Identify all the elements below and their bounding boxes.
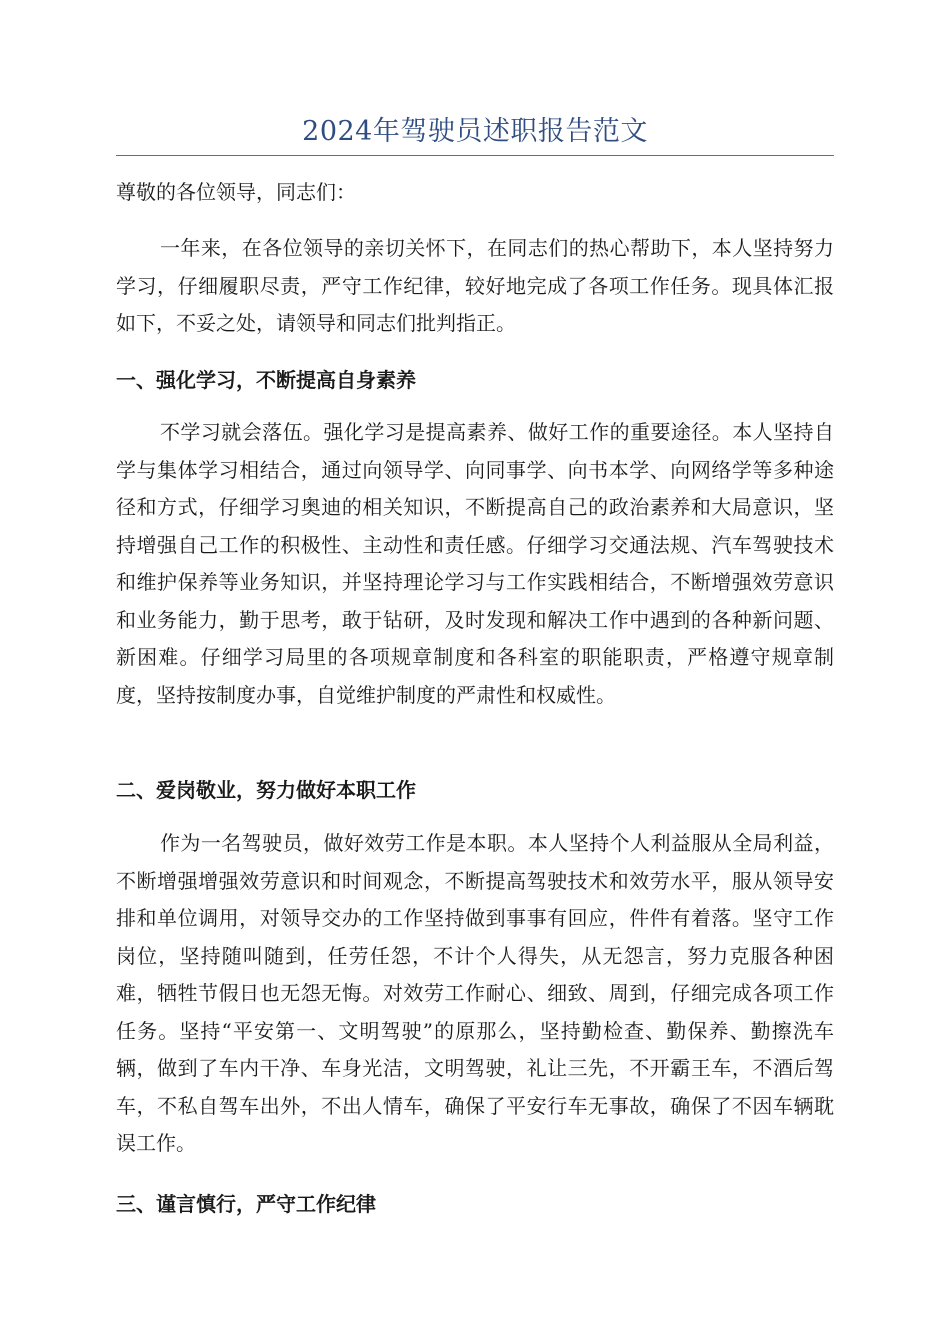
intro-paragraph: 一年来，在各位领导的亲切关怀下，在同志们的热心帮助下，本人坚持努力学习，仔细履职尽责，严守工作纪律，较好地完成了各项工作任务。现具体汇报如下，不妥之处，请领导和同志们批判指正。 — [116, 236, 834, 335]
section-heading-3: 三、谨言慎行，严守工作纪律 — [116, 1192, 376, 1216]
title-underline — [116, 155, 834, 156]
salutation: 尊敬的各位领导，同志们： — [116, 180, 356, 204]
section-heading-2: 二、爱岗敬业，努力做好本职工作 — [116, 778, 416, 802]
document-title: 2024年驾驶员述职报告范文 — [302, 116, 648, 147]
section-heading-1: 一、强化学习，不断提高自身素养 — [116, 368, 416, 392]
section-body-1: 不学习就会落伍。强化学习是提高素养、做好工作的重要途径。本人坚持自学与集体学习相结合，通过向领导学、向同事学、向书本学、向网络学等多种途径和方式，仔细学习奥迪的相关知识，不断提高自己的政治素养和大局意识，坚持增强自己工作的积极性、主动性和责任感。仔细学习交通法规、汽车驾驶技术和维护保养等业务知识，并坚持理论学习与工作实践相结合，不断增强效劳意识和业务能力，勤于思考，敢于钻研，及时发现和解决工作中遇到的各种新问题、新困难。仔细学习局里的各项规章制度和各科室的职能职责，严格遵守规章制度，坚持按制度办事，自觉维护制度的严肃性和权威性。 — [116, 420, 834, 707]
section-body-2: 作为一名驾驶员，做好效劳工作是本职。本人坚持个人利益服从全局利益，不断增强增强效劳意识和时间观念，不断提高驾驶技术和效劳水平，服从领导安排和单位调用，对领导交办的工作坚持做到事事有回应，件件有着落。坚守工作岗位，坚持随叫随到，任劳任怨，不计个人得失，从无怨言，努力克服各种困难，牺牲节假日也无怨无悔。对效劳工作耐心、细致、周到，仔细完成各项工作任务。坚持“平安第一、文明驾驶”的原那么，坚持勤检查、勤保养、勤擦洗车辆，做到了车内干净、车身光洁，文明驾驶，礼让三先，不开霸王车，不酒后驾车，不私自驾车出外，不出人情车，确保了平安行车无事故，确保了不因车辆耽误工作。 — [116, 831, 834, 1155]
